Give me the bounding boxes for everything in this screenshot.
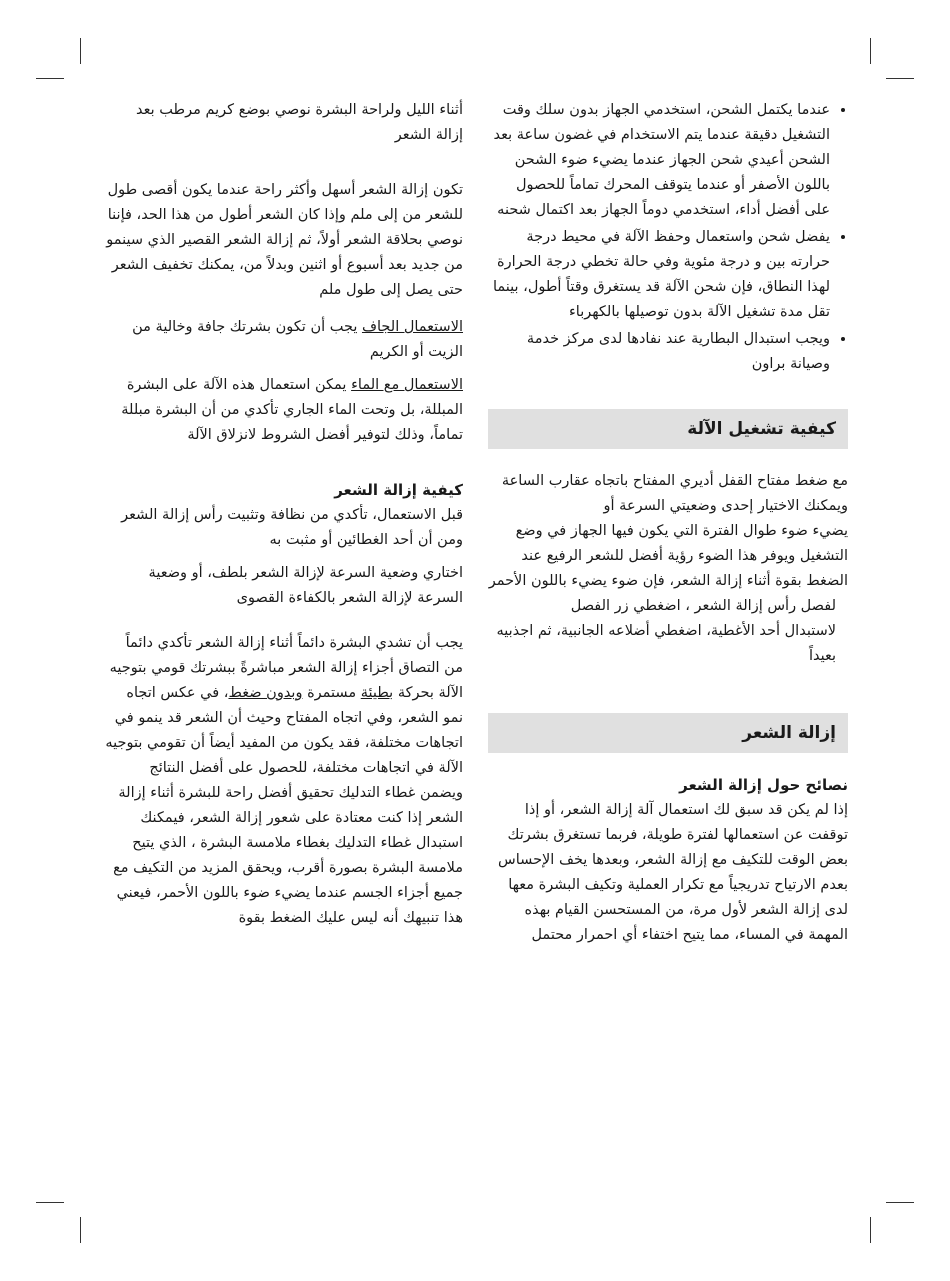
text-run: ، في عكس اتجاه نمو الشعر، وفي اتجاه المفتاح وحيث أن الشعر قد ينمو في اتجاهات مختلفة، فقد يكون من المفيد أيضاً أن تقومي بتوجيه الآلة في اتجاهات مختلفة، للحصول على أفضل النتائج ويضمن غطاء التدليك تحقيق أفضل راحة للبشرة أثناء إزالة الشعر إذا كنت معتادة على شعور إزالة الشعر، فيمكنك استبدال غطاء التدليك بغطاء ملامسة البشرة ، الذي يتيح ملامسة البشرة بصورة أقرب، ويحقق المزيد من التكيف مع جميع أجزاء الجسم عندما يضيء ضوء باللون الأحمر، فيعني هذا تنبيهك أنه ليس عليك الضغط بقوة [105, 685, 463, 926]
text-run: مستمرة [302, 685, 361, 701]
crop-mark [870, 38, 871, 64]
bullet-item: • عندما يكتمل الشحن، استخدمي الجهاز بدون سلك وقت التشغيل دقيقة عندما يتم الاستخدام في غضون ساعة بعد الشحن أعيدي شحن الجهاز عندما يضيء ضوء الشحن باللون الأصفر أو عندما يتوقف المحرك تماماً للحصول على أفضل أداء، استخدمي دوماً الجهاز بعد اكتمال شحنه [488, 98, 830, 223]
paragraph-dry-use [105, 315, 463, 365]
paragraph: أثناء الليل ولراحة البشرة نوصي بوضع كريم مرطب بعد إزالة الشعر [136, 102, 463, 143]
bullet-item: • ويجب استبدال البطارية عند نفادها لدى مركز خدمة وصيانة براون [488, 327, 830, 377]
paragraph: تكون إزالة الشعر أسهل وأكثر راحة عندما يكون أقصى طول للشعر من إلى ملم وإذا كان الشعر أطول من هذا الحد، فإننا نوصي بحلاقة الشعر أولاً، ثم إزالة الشعر القصير الذي سينمو من جديد بعد أسبوع أو اثنين وبدلاً من، يمكنك تخفيف الشعر حتى يصل إلى طول ملم [106, 182, 463, 298]
paragraph: لفصل رأس إزالة الشعر ، اضغطي زر الفصل [570, 598, 836, 614]
crop-mark [886, 1202, 914, 1203]
crop-mark [80, 1217, 81, 1243]
paragraph-wet-use [105, 373, 463, 448]
crop-mark [870, 1217, 871, 1243]
charging-bullets [488, 98, 848, 377]
paragraph-technique [105, 631, 463, 931]
bullet-item: • يفضل شحن واستعمال وحفظ الآلة في محيط درجة حرارته بين و درجة مئوية وفي حالة تخطي درجة الحرارة لهذا النطاق، فإن شحن الآلة قد يستغرق وقتاً أطول، بينما تقل مدة تشغيل الآلة بدون توصيلها بالكهرباء [488, 225, 830, 325]
text-run: يجب أن تشدي البشرة دائماً أثناء إزالة الشعر تأكدي دائماً من التصاق أجزاء إزالة الشعر مباشرةً ببشرتك قومي بتوجيه الآلة بحركة [109, 635, 463, 701]
paragraph: اختاري وضعية السرعة لإزالة الشعر بلطف، أو وضعية السرعة لإزالة الشعر بالكفاءة القصوى [148, 565, 463, 606]
no-pressure-emphasis: وبدون ضغط [228, 685, 303, 701]
crop-mark [36, 1202, 64, 1203]
paragraph: لدى إزالة الشعر لأول مرة، من المستحسن القيام بهذه المهمة في المساء، مما يتيح اختفاء أي احمرار محتمل [524, 902, 848, 943]
left-column [105, 98, 463, 931]
paragraph: قبل الاستعمال، تأكدي من نظافة وتثبيت رأس إزالة الشعر ومن أن أحد الغطائين أو مثبت به [121, 507, 463, 548]
dry-use-label: الاستعمال الجاف [361, 319, 463, 335]
crop-mark [886, 78, 914, 79]
paragraph: يضيء ضوء طوال الفترة التي يكون فيها الجهاز في وضع التشغيل ويوفر هذا الضوء رؤية أفضل للشعر الرفيع عند الضغط بقوة أثناء إزالة الشعر، فإن ضوء يضيء باللون الأحمر [488, 523, 848, 589]
tips-heading: نصائح حول إزالة الشعر [679, 776, 848, 794]
dry-use-text: يجب أن تكون بشرتك جافة وخالية من الزيت أو الكريم [132, 319, 463, 360]
paragraph: مع ضغط مفتاح القفل أديري المفتاح باتجاه عقارب الساعة ويمكنك الاختيار إحدى وضعيتي السرعة أو [501, 473, 848, 514]
paragraph: إذا لم يكن قد سبق لك استعمال آلة إزالة الشعر، أو إذا توقفت عن استعمالها لفترة طويلة، فربما تستغرق بشرتك بعض الوقت للتكيف مع إزالة الشعر، وبعدها يخف الإحساس بعدم الارتياح تدريجياً مع تكرار العملية وتكيف البشرة معها [498, 802, 848, 893]
wet-use-text: يمكن استعمال هذه الآلة على البشرة المبللة، بل وتحت الماء الجاري تأكدي من أن البشرة مبللة تماماً، وذلك لتوفير أفضل الشروط لانزلاق الآلة [121, 377, 463, 443]
howto-heading: كيفية إزالة الشعر [334, 481, 463, 499]
paragraph: لاستبدال أحد الأغطية، اضغطي أضلاعه الجانبية، ثم اجذبيه بعيداً [496, 623, 836, 664]
wet-use-label: الاستعمال مع الماء [351, 377, 463, 393]
right-column [488, 98, 848, 948]
crop-mark [80, 38, 81, 64]
section-title-epilation: إزالة الشعر [488, 713, 848, 753]
section-title-operation: كيفية تشغيل الآلة [488, 409, 848, 449]
slow-emphasis: بطيئة [360, 685, 394, 701]
crop-mark [36, 78, 64, 79]
